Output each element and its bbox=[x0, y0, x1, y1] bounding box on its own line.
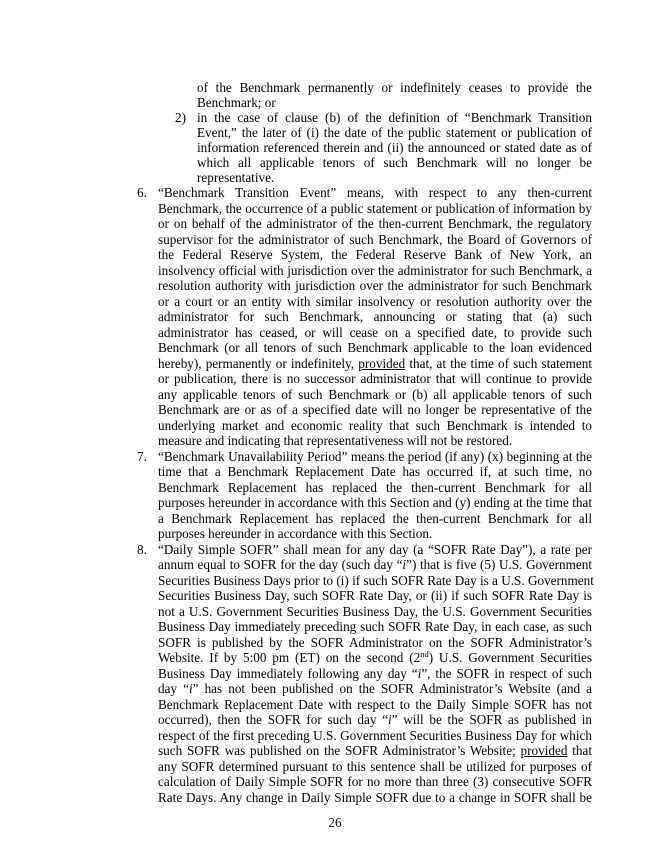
body-line: representative. bbox=[197, 170, 275, 185]
underlined-term: provided bbox=[358, 356, 406, 371]
text-run: day “ bbox=[158, 681, 189, 696]
text-run: ” has not been published on the SOFR Administrator’s Website (and a bbox=[192, 681, 592, 696]
body-line: insolvency official with jurisdiction over the administrator for such Benchmark, a bbox=[158, 263, 592, 278]
body-line: or publication, there is no successor administrator that will continue to provide bbox=[158, 371, 592, 386]
body-line: “Benchmark Unavailability Period” means the period (if any) (x) beginning at the bbox=[158, 449, 592, 464]
text-run: ” will be the SOFR as published in bbox=[391, 712, 592, 727]
text-run: occurred), then the SOFR for such day “ bbox=[158, 712, 388, 727]
body-line: any SOFR determined pursuant to this sentence shall be utilized for purposes of bbox=[158, 759, 592, 774]
italic-term: i bbox=[417, 666, 422, 681]
text-run: ”) that is five (5) U.S. Government bbox=[406, 557, 592, 572]
body-line: Business Day immediately preceding such SOFR Rate Day, in each case, as such bbox=[158, 619, 592, 634]
body-line bbox=[158, 557, 592, 572]
body-line: resolution authority with jurisdiction over the administrator for such Benchmark bbox=[158, 278, 592, 293]
page-number: 26 bbox=[328, 815, 342, 830]
text-run: hereby), permanently or indefinitely, bbox=[158, 356, 355, 371]
body-line: Benchmark Replacement has replaced the then-current Benchmark for all bbox=[158, 480, 592, 495]
body-line bbox=[158, 650, 592, 665]
body-line: Securities Business Days prior to (i) if such SOFR Rate Day is a U.S. Government bbox=[158, 573, 594, 588]
body-line bbox=[158, 712, 592, 727]
underlined-term: provided bbox=[520, 743, 568, 758]
text-run: ) U.S. Government Securities bbox=[428, 650, 593, 665]
body-line: information referenced therein and (ii) the announced or stated date as of bbox=[197, 140, 592, 155]
body-line: Event,” the later of (i) the date of the public statement or publication of bbox=[197, 125, 592, 140]
italic-term: i bbox=[188, 681, 193, 696]
body-line: Benchmark, the occurrence of a public statement or publication of information by bbox=[158, 201, 592, 216]
body-line: Securities Business Day, such SOFR Rate Day, or (ii) if such SOFR Rate Day is bbox=[158, 588, 592, 603]
body-line: supervisor for the administrator of such Benchmark, the Board of Governors of bbox=[158, 232, 592, 247]
body-line: time that a Benchmark Replacement Date has occurred if, at such time, no bbox=[158, 464, 592, 479]
text-run: ”, the SOFR in respect of such bbox=[421, 666, 592, 681]
body-line: SOFR is published by the SOFR Administrator on the SOFR Administrator’s bbox=[158, 635, 592, 650]
text-run: annum equal to SOFR for the day (such day “ bbox=[158, 557, 403, 572]
ordinal-suffix: nd bbox=[420, 649, 429, 659]
text-run: that, at the time of such statement bbox=[409, 356, 593, 371]
body-line bbox=[158, 666, 592, 681]
body-line: respect of the first preceding U.S. Government Securities Business Day for which bbox=[158, 728, 592, 743]
italic-term: i bbox=[387, 712, 392, 727]
body-line: in the case of clause (b) of the definition of “Benchmark Transition bbox=[197, 110, 592, 125]
body-line: Rate Days. Any change in Daily Simple SOFR due to a change in SOFR shall be bbox=[158, 790, 592, 805]
list-number: 6. bbox=[137, 185, 147, 200]
body-line: Benchmark (or all tenors of such Benchmark applicable to the loan evidenced bbox=[158, 340, 592, 355]
body-line: or on behalf of the administrator of the then-current Benchmark, the regulatory bbox=[158, 216, 592, 231]
body-line: purposes hereunder in accordance with this Section. bbox=[158, 526, 433, 541]
list-number: 2) bbox=[175, 110, 186, 125]
body-line bbox=[158, 356, 592, 371]
body-line: Benchmark; or bbox=[197, 95, 276, 110]
body-line: calculation of Daily Simple SOFR for no more than three (3) consecutive SOFR bbox=[158, 774, 592, 789]
body-line: underlying market and economic reality that such Benchmark is intended to bbox=[158, 418, 592, 433]
body-line bbox=[158, 743, 592, 758]
body-line: administrator has ceased, or will cease on a specified date, to provide such bbox=[158, 325, 592, 340]
italic-term: i bbox=[402, 557, 407, 572]
body-line: of the Benchmark permanently or indefinitely ceases to provide the bbox=[197, 80, 592, 95]
body-line: administrator for such Benchmark, announcing or stating that (a) such bbox=[158, 309, 592, 324]
text-run: Website. If by 5:00 pm (ET) on the second (2 bbox=[158, 650, 421, 665]
text-run: Business Day immediately following any day “ bbox=[158, 666, 418, 681]
body-line: a Benchmark Replacement has replaced the then-current Benchmark for all bbox=[158, 511, 592, 526]
list-number: 7. bbox=[137, 449, 147, 464]
body-line: Benchmark Replacement Date with respect to the Daily Simple SOFR has not bbox=[158, 697, 592, 712]
text-run: that bbox=[572, 743, 592, 758]
body-line: “Daily Simple SOFR” shall mean for any day (a “SOFR Rate Day”), a rate per bbox=[158, 542, 592, 557]
body-line: Benchmark are or as of a specified date will no longer be representative of the bbox=[158, 402, 592, 417]
body-line: any applicable tenors of such Benchmark or (b) all applicable tenors of such bbox=[158, 387, 592, 402]
body-line: which all applicable tenors of such Benchmark will no longer be bbox=[197, 155, 592, 170]
body-line bbox=[158, 681, 592, 696]
body-line: purposes hereunder in accordance with this Section and (y) ending at the time that bbox=[158, 495, 592, 510]
body-line: the Federal Reserve System, the Federal Reserve Bank of New York, an bbox=[158, 247, 592, 262]
body-line: not a U.S. Government Securities Business Day, the U.S. Government Securities bbox=[158, 604, 592, 619]
body-line: or a court or an entity with similar insolvency or resolution authority over the bbox=[158, 294, 592, 309]
list-number: 8. bbox=[137, 542, 147, 557]
body-line: measure and indicating that representativeness will not be restored. bbox=[158, 433, 513, 448]
body-line: “Benchmark Transition Event” means, with respect to any then-current bbox=[158, 185, 592, 200]
text-run: such SOFR was published on the SOFR Administrator’s Website; bbox=[158, 743, 516, 758]
